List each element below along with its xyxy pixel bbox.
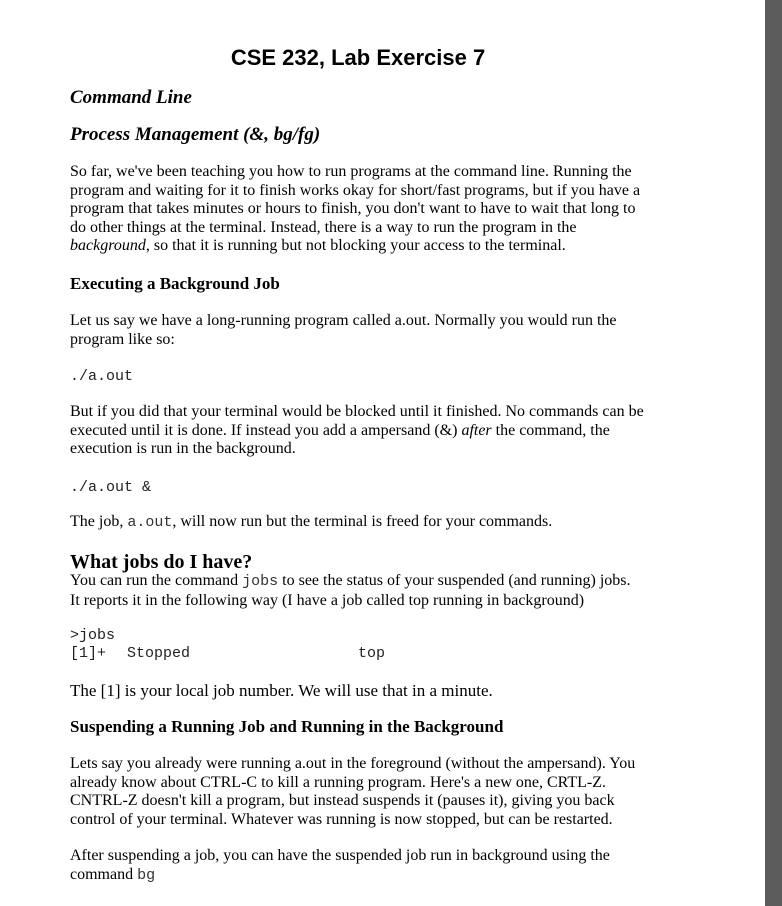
heading-suspending: Suspending a Running Job and Running in the Background bbox=[70, 717, 504, 736]
intro-line bbox=[70, 237, 710, 256]
jobs-output-row bbox=[70, 645, 386, 663]
vertical-scrollbar[interactable] bbox=[765, 0, 782, 906]
paragraph-line: It reports it in the following way (I have a job called top running in background) bbox=[70, 591, 585, 609]
text-fragment: to see the status of your suspended (and running) jobs. bbox=[278, 572, 631, 589]
paragraph-line bbox=[70, 513, 710, 533]
intro-line: So far, we've been teaching you how to run programs at the command line. Running the bbox=[70, 163, 632, 180]
background-paragraph-2 bbox=[70, 403, 710, 459]
paragraph-line: program like so: bbox=[70, 330, 175, 348]
inline-code-jobs: jobs bbox=[242, 573, 279, 590]
inline-code-bg: bg bbox=[137, 866, 156, 884]
job-freed-paragraph bbox=[70, 513, 710, 533]
heading-background-job: Executing a Background Job bbox=[70, 274, 280, 293]
text-fragment: You can run the command bbox=[70, 572, 243, 589]
after-suspend-paragraph bbox=[70, 847, 710, 885]
intro-line-rest: , so that it is running but not blocking your access to the terminal. bbox=[145, 237, 566, 255]
paragraph-line: But if you did that your terminal would be blocked until it finished. No commands can be bbox=[70, 403, 644, 420]
heading-what-jobs: What jobs do I have? bbox=[70, 551, 253, 573]
intro-line: program and waiting for it to finish works okay for short/fast programs, but if you have a bbox=[70, 181, 641, 199]
heading-process-management: Process Management (&, bg/fg) bbox=[70, 124, 321, 145]
page-title: CSE 232, Lab Exercise 7 bbox=[230, 45, 486, 70]
paragraph-line bbox=[70, 422, 710, 441]
paragraph-line bbox=[70, 866, 710, 886]
code-run-command: ./a.out bbox=[70, 368, 134, 385]
suspend-paragraph bbox=[70, 755, 710, 829]
job-number: [1]+ bbox=[70, 645, 107, 662]
background-paragraph bbox=[70, 312, 710, 349]
code-run-background: ./a.out & bbox=[70, 479, 152, 496]
paragraph-line: control of your terminal. Whatever was running is now stopped, but can be restarted. bbox=[70, 810, 613, 828]
after-emphasis: after bbox=[461, 421, 492, 439]
jobs-output-block bbox=[70, 627, 386, 663]
intro-paragraph bbox=[70, 163, 710, 256]
background-emphasis: background bbox=[70, 237, 146, 255]
text-fragment: command bbox=[70, 865, 138, 883]
job-name: top bbox=[358, 645, 386, 662]
paragraph-line: already know about CTRL-C to kill a running program. Here's a new one, CRTL-Z. bbox=[70, 773, 607, 791]
jobs-command: >jobs bbox=[70, 627, 116, 644]
paragraph-line: execution is run in the background. bbox=[70, 440, 296, 458]
intro-line: program that takes minutes or hours to finish, you don't want to have to wait that long to bbox=[70, 200, 636, 218]
job-number-paragraph: The [1] is your local job number. We will use that in a minute. bbox=[70, 681, 493, 700]
inline-code-aout: a.out bbox=[127, 514, 173, 531]
jobs-paragraph bbox=[70, 572, 710, 610]
paragraph-line: Lets say you already were running a.out in the foreground (without the ampersand). You bbox=[70, 755, 636, 772]
text-fragment: the command, the bbox=[491, 421, 610, 439]
text-fragment: executed until it is done. If instead you add a ampersand (&) bbox=[70, 421, 462, 439]
paragraph-line: CNTRL-Z doesn't kill a program, but instead suspends it (pauses it), giving you back bbox=[70, 792, 615, 810]
text-fragment: The job, bbox=[70, 513, 128, 530]
heading-command-line: Command Line bbox=[70, 87, 192, 108]
intro-line: do other things at the terminal. Instead, there is a way to run the program in the bbox=[70, 218, 577, 236]
text-fragment: , will now run but the terminal is freed for your commands. bbox=[172, 513, 553, 530]
paragraph-line: After suspending a job, you can have the suspended job run in background using the bbox=[70, 847, 610, 864]
paragraph-line: Let us say we have a long-running program called a.out. Normally you would run the bbox=[70, 312, 617, 329]
job-status: Stopped bbox=[127, 645, 191, 662]
paragraph-line bbox=[70, 572, 710, 592]
